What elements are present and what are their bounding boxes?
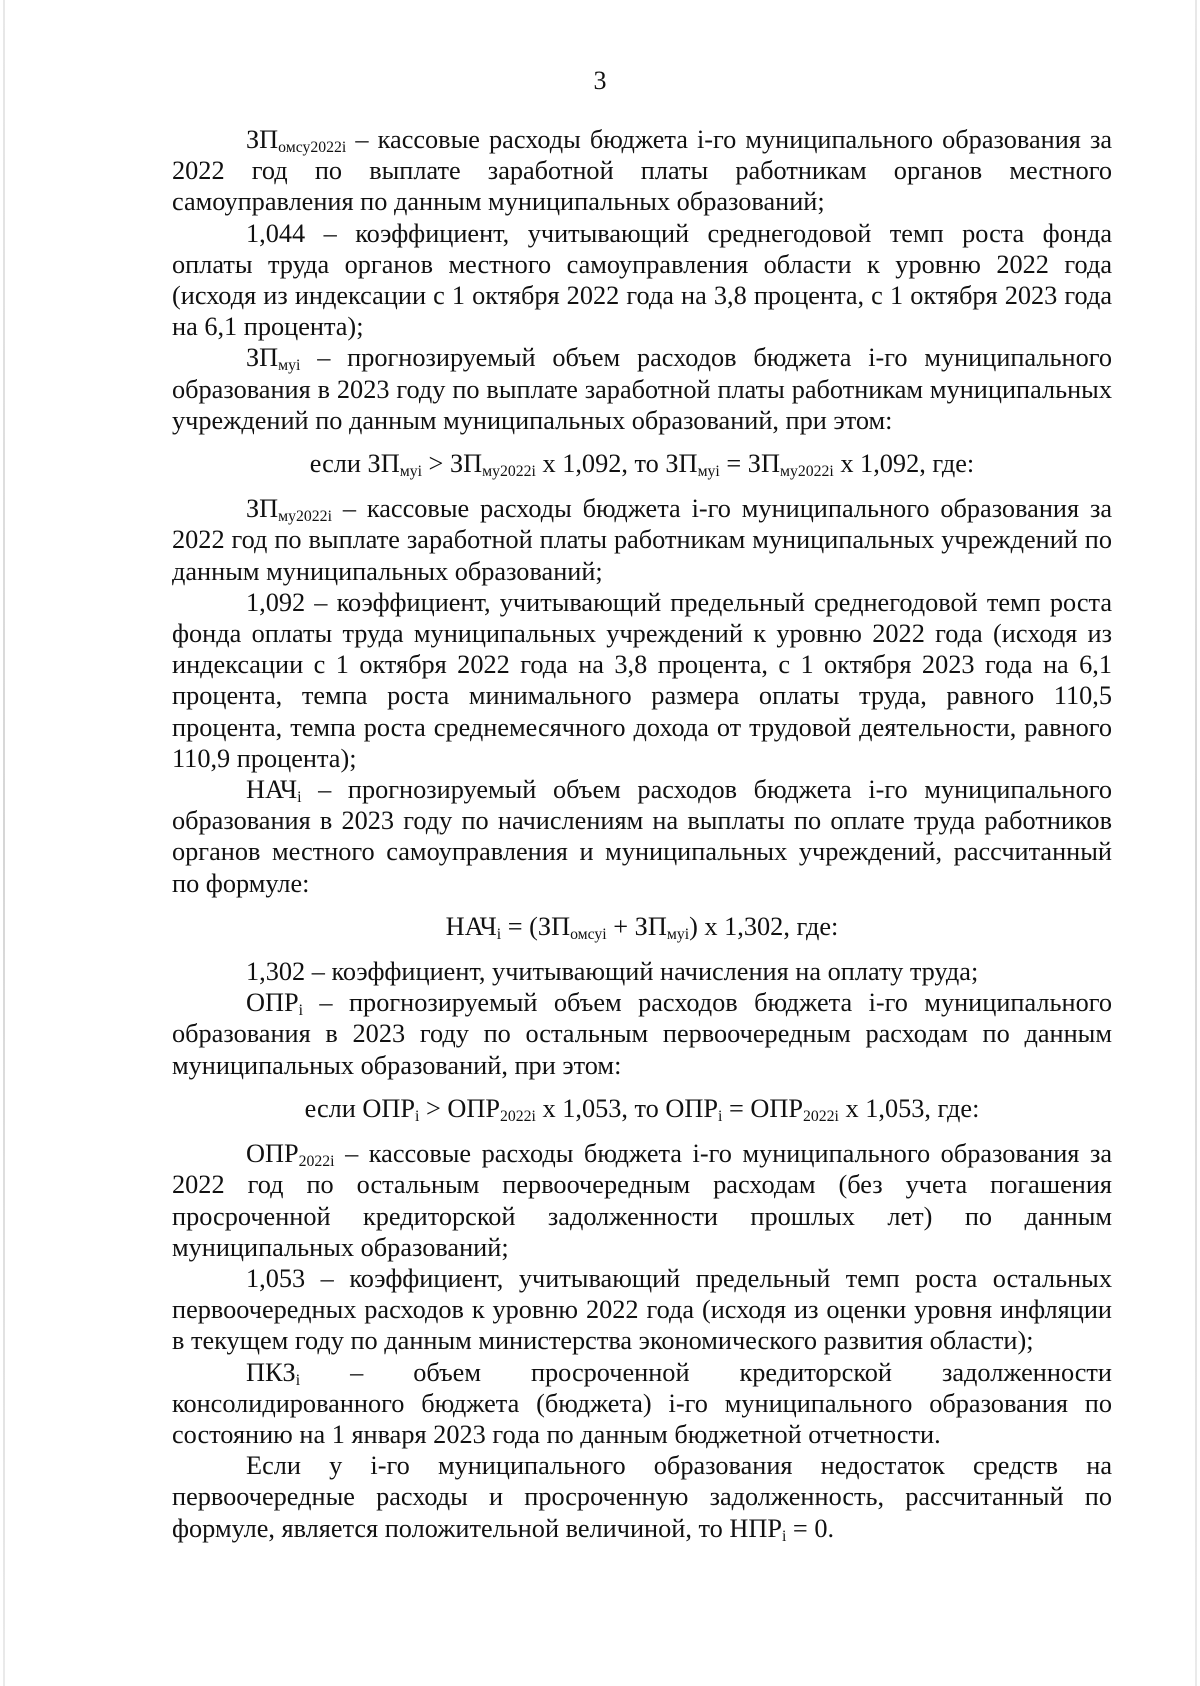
- coefficient-1044: 1,044 – коэффициент, учитывающий среднегодовой темп роста фонда оплаты труда органов местного самоуправления области к уровню 2022 года (исходя из индексации с 1 октября 2022 года на 3,8 процента, с 1 октября 2023 года на 6,1 процента);: [172, 218, 1112, 342]
- coefficient-1092: 1,092 – коэффициент, учитывающий предельный среднегодовой темп роста фонда оплаты труда муниципальных учреждений к уровню 2022 года (исходя из индексации с 1 октября 2022 года на 3,8 процента, с 1 октября 2023 года на 6,1 процента, темпа роста минимального размера оплаты труда, равного 110,5 процента, темпа роста среднемесячного дохода от трудовой деятельности, равного 110,9 процента);: [172, 587, 1112, 773]
- definition-opr-2022: $ОПР_{2022i}$ – кассовые расходы бюджета i-го муниципального образования за 2022 год по остальным первоочередным расходам (без учета погашения просроченной кредиторской задолженности прошлых лет) по данным муниципальных образований;: [172, 1139, 1112, 1262]
- page-number: 3: [593, 66, 607, 95]
- definition-opr: $ОПР_i$ – прогнозируемый объем расходов бюджета i-го муниципального образования в 2023 году по остальным первоочередным расходам по данным муниципальных образований, при этом:: [172, 988, 1112, 1080]
- coefficient-1053: 1,053 – коэффициент, учитывающий предельный темп роста остальных первоочередных расходов к уровню 2022 года (исходя из оценки уровня инфляции в текущем году по данным министерства экономического развития области);: [172, 1263, 1112, 1356]
- definition-zp-mu-2022: $ЗП_{му2022i}$ – кассовые расходы бюджета i-го муниципального образования за 2022 год по выплате заработной платы работникам муниципальных учреждений по данным муниципальных образований;: [172, 494, 1112, 586]
- definition-nach: $НАЧ_i$ – прогнозируемый объем расходов бюджета i-го муниципального образования в 2023 году по начислениям на выплаты по оплате труда работников органов местного самоуправления и муниципальных учреждений, рассчитанный по формуле:: [172, 775, 1112, 898]
- document-body: [172, 124, 1112, 1544]
- conclusion-npr: Если у i-го муниципального образования недостаток средств на первоочередные расходы и просроченную задолженность, рассчитанный по формуле, является положительной величиной, то $НПР_i = 0$.: [172, 1451, 1112, 1545]
- definition-zp-omsu-2022: $ЗП_{омсу2022i}$ – кассовые расходы бюджета i-го муниципального образования за 2022 год по выплате заработной платы работникам органов местного самоуправления по данным муниципальных образований;: [172, 125, 1112, 217]
- scan-left-edge: [3, 0, 5, 1686]
- formula-opr-limit: если $ОПР_i > ОПР_{2022i}$ х 1,053, то $ОПР_i = ОПР_{2022i}$ х 1,053, где:: [304, 1093, 980, 1125]
- formula-zp-mu-limit: если $ЗП_{муi} > ЗП_{му2022i}$ х 1,092, то $ЗП_{муi} = ЗП_{му2022i}$ х 1,092, где:: [309, 449, 975, 480]
- definition-zp-mu: $ЗП_{муi}$ – прогнозируемый объем расходов бюджета i-го муниципального образования в 2023 году по выплате заработной платы работникам муниципальных учреждений по данным муниципальных образований, при этом:: [172, 343, 1112, 435]
- coefficient-1302: 1,302 – коэффициент, учитывающий начисления на оплату труда;: [246, 957, 979, 987]
- scan-right-edge: [1195, 0, 1197, 1686]
- formula-nach: $НАЧ_i = (ЗП_{омсуi} + ЗП_{муi})$ х 1,302, где:: [445, 911, 839, 943]
- definition-pkz: $ПКЗ_i$ – объем просроченной кредиторской задолженности консолидированного бюджета (бюджета) i-го муниципального образования по состоянию на 1 января 2023 года по данным бюджетной отчетности.: [172, 1357, 1112, 1449]
